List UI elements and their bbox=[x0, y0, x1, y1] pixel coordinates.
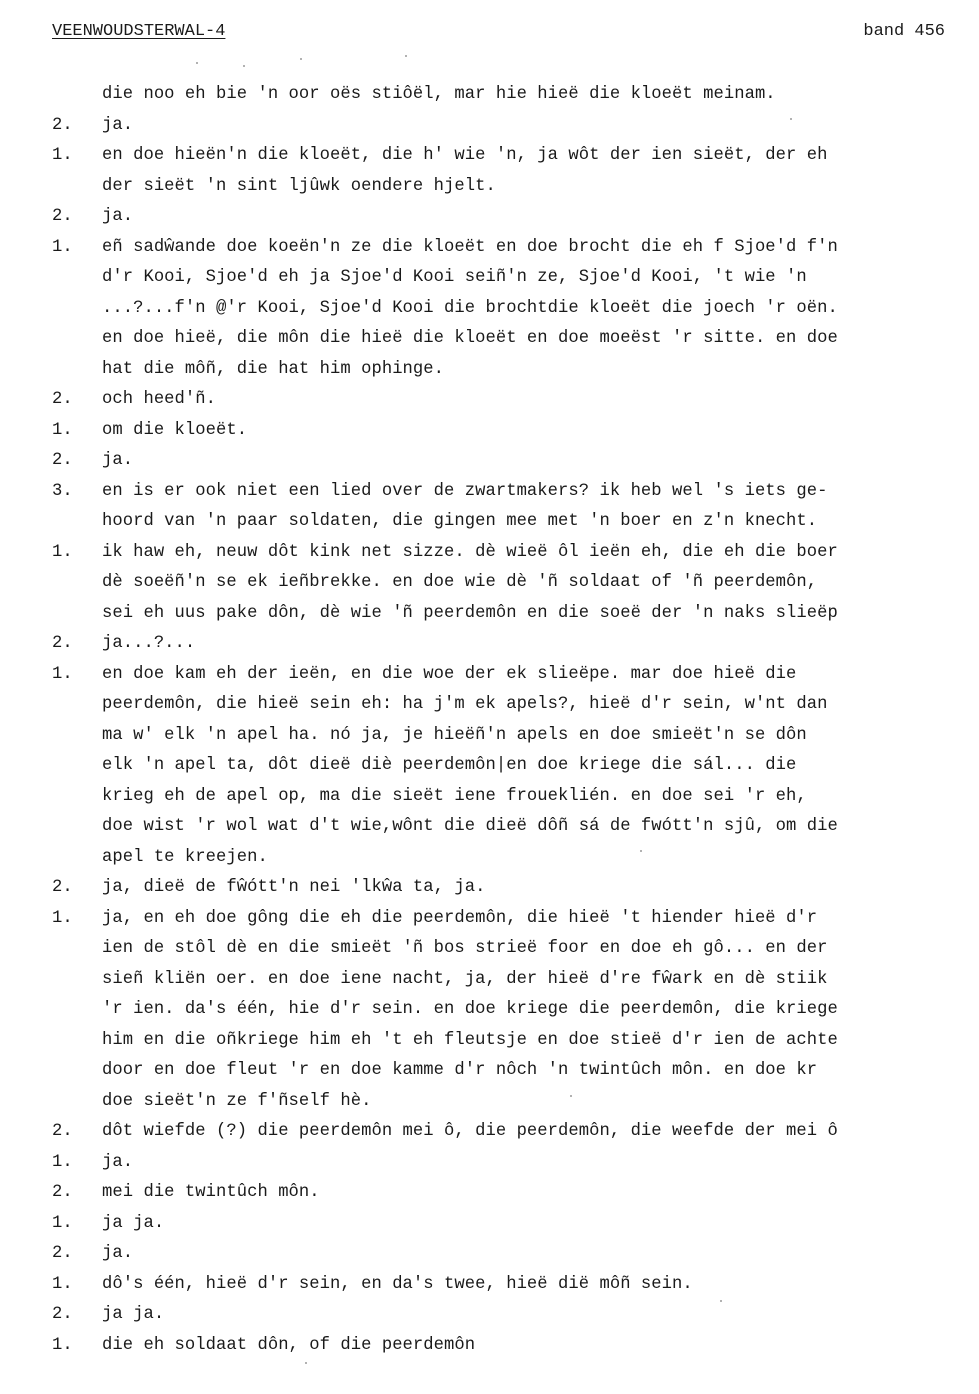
utterance-text: ja ja. bbox=[102, 1305, 165, 1324]
utterance-text: och heed'ñ. bbox=[102, 390, 217, 409]
utterance-text: dô's één, hieë d'r sein, en da's twee, hieë dië môñ sein. bbox=[102, 1274, 693, 1294]
speaker-number: 2. bbox=[52, 1183, 73, 1202]
utterance-text: ja. bbox=[102, 1152, 134, 1172]
transcript-line bbox=[52, 1270, 979, 1301]
utterance-text: sieñ kliën oer. en doe iene nacht, ja, der hieë d're fŵark en dè stiik bbox=[102, 969, 828, 989]
utterance-text: 'r ien. da's één, hie d'r sein. en doe kriege die peerdemôn, die kriege bbox=[102, 1000, 838, 1019]
speaker-number: 1. bbox=[52, 146, 73, 165]
transcript-line bbox=[52, 1178, 979, 1209]
speaker-number: 2. bbox=[52, 451, 73, 470]
page-header bbox=[52, 18, 945, 46]
transcript-line bbox=[52, 233, 979, 264]
speaker-number: 2. bbox=[52, 878, 73, 897]
utterance-text: ...?...f'n @'r Kooi, Sjoe'd Kooi die brochtdie kloeët die joech 'r oën. bbox=[102, 298, 838, 318]
transcript-line bbox=[52, 1331, 979, 1362]
transcript-line bbox=[52, 873, 979, 904]
transcript-line bbox=[52, 995, 979, 1026]
utterance-text: elk 'n apel ta, dôt dieë diè peerdemôn|en doe kriege die sál... die bbox=[102, 756, 797, 775]
utterance-text: ja. bbox=[102, 1244, 134, 1263]
utterance-text: ik haw eh, neuw dôt kink net sizze. dè wieë ôl ieën eh, die eh die boer bbox=[102, 542, 838, 562]
transcript-line bbox=[52, 965, 979, 996]
transcript-line bbox=[52, 934, 979, 965]
transcript-line bbox=[52, 1087, 979, 1118]
transcript-line bbox=[52, 1026, 979, 1057]
utterance-text: ja, en eh doe gông die eh die peerdemôn, die hieë 't hiender hieë d'r bbox=[102, 908, 818, 928]
transcript-line bbox=[52, 629, 979, 660]
transcript-line bbox=[52, 1117, 979, 1148]
utterance-text: apel te kreejen. bbox=[102, 847, 268, 867]
transcript-line bbox=[52, 1056, 979, 1087]
utterance-text: ja. bbox=[102, 115, 134, 135]
utterance-text: dè soeëñ'n se ek ieñbrekke. en doe wie dè 'ñ soldaat of 'ñ peerdemôn, bbox=[102, 573, 818, 592]
utterance-text: eñ sadŵande doe koeën'n ze die kloeët en doe brocht die eh f Sjoe'd f'n bbox=[102, 237, 838, 257]
transcript-line bbox=[52, 324, 979, 355]
speaker-number: 3. bbox=[52, 481, 73, 501]
utterance-text: ma w' elk 'n apel ha. nó ja, je hieëñ'n apels en doe smieët'n se dôn bbox=[102, 725, 807, 745]
transcript-line bbox=[52, 690, 979, 721]
speaker-number: 2. bbox=[52, 634, 73, 653]
speaker-number: 2. bbox=[52, 1244, 73, 1263]
transcript-line bbox=[52, 202, 979, 233]
scan-speck bbox=[720, 1300, 722, 1302]
utterance-text: krieg eh de apel op, ma die sieët iene froueklién. en doe sei 'r eh, bbox=[102, 786, 807, 806]
utterance-text: sei eh uus pake dôn, dè wie 'ñ peerdemôn en die soeë der 'n naks slieëp bbox=[102, 603, 838, 623]
utterance-text: om die kloeët. bbox=[102, 420, 248, 440]
scan-speck bbox=[196, 62, 198, 64]
utterance-text: door en doe fleut 'r en doe kamme d'r nôch 'n twintûch môn. en doe kr bbox=[102, 1061, 818, 1080]
speaker-number: 1. bbox=[52, 420, 73, 440]
transcript-line bbox=[52, 843, 979, 874]
scan-speck bbox=[243, 65, 245, 67]
utterance-text: doe sieët'n ze f'ñself hè. bbox=[102, 1091, 372, 1111]
utterance-text: doe wist 'r wol wat d't wie,wônt die dieë dôñ sá de fwótt'n sjû, om die bbox=[102, 817, 838, 836]
speaker-number: 1. bbox=[52, 1152, 73, 1172]
transcript-line bbox=[52, 721, 979, 752]
speaker-number: 2. bbox=[52, 207, 73, 226]
utterance-text: peerdemôn, die hieë sein eh: ha j'm ek apels?, hieë d'r sein, w'nt dan bbox=[102, 695, 828, 714]
transcript-line bbox=[52, 1148, 979, 1179]
utterance-text: ja ja. bbox=[102, 1213, 165, 1233]
transcript-line bbox=[52, 751, 979, 782]
scan-speck bbox=[640, 850, 642, 852]
speaker-number: 1. bbox=[52, 1335, 73, 1355]
transcript-line bbox=[52, 172, 979, 203]
utterance-text: der sieët 'n sint ljûwk oendere hjelt. bbox=[102, 176, 496, 196]
scan-speck bbox=[570, 1095, 572, 1097]
transcript-line bbox=[52, 141, 979, 172]
transcript-line bbox=[52, 1239, 979, 1270]
speaker-number: 2. bbox=[52, 390, 73, 409]
utterance-text: mei die twintûch môn. bbox=[102, 1183, 320, 1202]
tape-number: band 456 bbox=[863, 22, 945, 41]
transcript-line bbox=[52, 477, 979, 508]
scan-speck bbox=[305, 1362, 307, 1364]
transcript-line bbox=[52, 660, 979, 691]
transcript-line bbox=[52, 111, 979, 142]
transcript-line bbox=[52, 599, 979, 630]
transcript-line bbox=[52, 568, 979, 599]
transcript-line bbox=[52, 385, 979, 416]
speaker-number: 1. bbox=[52, 1213, 73, 1233]
transcript-line bbox=[52, 507, 979, 538]
utterance-text: hat die môñ, die hat him ophinge. bbox=[102, 359, 445, 379]
speaker-number: 1. bbox=[52, 237, 73, 257]
transcript-line bbox=[52, 355, 979, 386]
transcript-line bbox=[52, 812, 979, 843]
utterance-text: him en die oñkriege him eh 't eh fleutsje en doe stieë d'r ien de achte bbox=[102, 1030, 838, 1050]
speaker-number: 1. bbox=[52, 542, 73, 562]
utterance-text: dôt wiefde (?) die peerdemôn mei ô, die peerdemôn, die weefde der mei ô bbox=[102, 1122, 838, 1141]
transcript-line bbox=[52, 782, 979, 813]
speaker-number: 2. bbox=[52, 1305, 73, 1324]
transcript-line bbox=[52, 538, 979, 569]
transcript-lines bbox=[52, 80, 979, 1361]
utterance-text: ja...?... bbox=[102, 634, 196, 653]
speaker-number: 2. bbox=[52, 1122, 73, 1141]
utterance-text: en is er ook niet een lied over de zwartmakers? ik heb wel 's iets ge- bbox=[102, 481, 828, 501]
document-title: VEENWOUDSTERWAL-4 bbox=[52, 22, 226, 41]
transcript-line bbox=[52, 80, 979, 111]
transcript-line bbox=[52, 1300, 979, 1331]
transcript-line bbox=[52, 446, 979, 477]
utterance-text: ja, dieë de fŵótt'n nei 'lkŵa ta, ja. bbox=[102, 878, 486, 897]
transcript-line bbox=[52, 263, 979, 294]
transcript-line bbox=[52, 416, 979, 447]
utterance-text: die noo eh bie 'n oor oës stiôël, mar hie hieë die kloeët meinam. bbox=[102, 85, 776, 104]
utterance-text: die eh soldaat dôn, of die peerdemôn bbox=[102, 1335, 476, 1355]
transcript-line bbox=[52, 1209, 979, 1240]
utterance-text: en doe hieë, die môn die hieë die kloeët en doe moeëst 'r sitte. en doe bbox=[102, 329, 838, 348]
scan-speck bbox=[300, 58, 302, 60]
utterance-text: en doe kam eh der ieën, en die woe der ek slieëpe. mar doe hieë die bbox=[102, 664, 797, 684]
speaker-number: 1. bbox=[52, 1274, 73, 1294]
scan-speck bbox=[405, 55, 407, 57]
speaker-number: 1. bbox=[52, 908, 73, 928]
utterance-text: en doe hieën'n die kloeët, die h' wie 'n, ja wôt der ien sieët, der eh bbox=[102, 146, 828, 165]
utterance-text: d'r Kooi, Sjoe'd eh ja Sjoe'd Kooi seiñ'n ze, Sjoe'd Kooi, 't wie 'n bbox=[102, 268, 807, 287]
utterance-text: ja. bbox=[102, 207, 134, 226]
utterance-text: ja. bbox=[102, 451, 134, 470]
speaker-number: 1. bbox=[52, 664, 73, 684]
utterance-text: ien de stôl dè en die smieët 'ñ bos strieë foor en doe eh gô... en der bbox=[102, 939, 828, 958]
transcript-line bbox=[52, 904, 979, 935]
speaker-number: 2. bbox=[52, 115, 73, 135]
transcript-line bbox=[52, 294, 979, 325]
scan-speck bbox=[790, 118, 792, 120]
utterance-text: hoord van 'n paar soldaten, die gingen mee met 'n boer en z'n knecht. bbox=[102, 512, 818, 531]
